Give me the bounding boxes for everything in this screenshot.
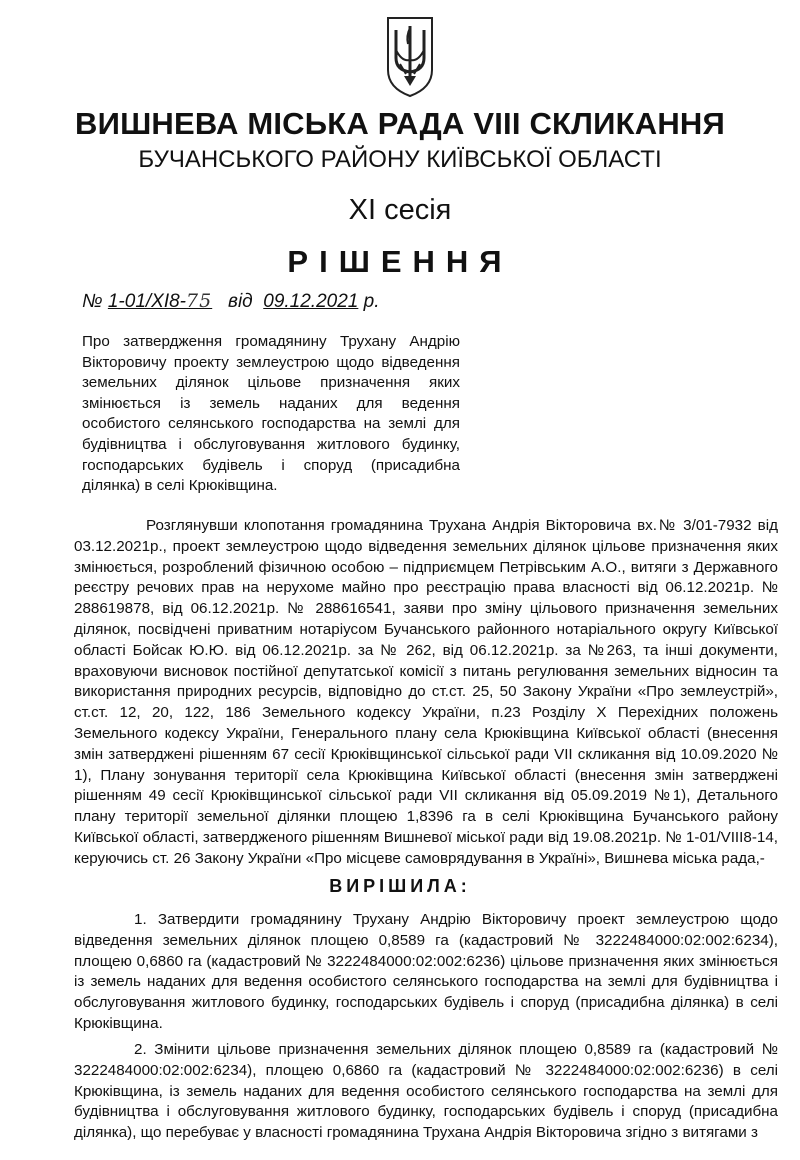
decision-item-2: 2. Змінити цільове призначення земельних ділянок площею 0,8589 га (кадастровий № 3222484000:02:002:6234), площею 0,6860 га (кадастровий № 3222484000:02:002:6236) в селі Крюківщина, із земель наданих для ведення особистого селянського господарства на землі для будівництва і обслуговування житлового будинку, господарських будівель і споруд (присадибна ділянка), що перебуває у власності громадянина Трухана Андрія Вікторовича згідно з витягами з (74, 1041, 778, 1142)
decision-subject: Про затвердження громадянину Трухану Андрію Вікторовичу проекту землеустрою щодо відведення земельних ділянок цільове призначення яких змінюється із земель наданих для ведення особистого селянського господарства на землі для будівництва і обслуговування житлового будинку, господарських будівель і споруд (присадибна ділянка) в селі Крюківщина. (82, 333, 460, 495)
decision-item-1: 1. Затвердити громадянину Трухану Андрію Вікторовичу проект землеустрою щодо відведення земельних ділянок площею 0,8589 га (кадастровий № 3222484000:02:002:6234), площею 0,6860 га (кадастровий № 3222484000:02:002:6236) цільове призначення яких змінюється із земель наданих для ведення особистого селянського господарства на землі для будівництва і обслуговування житлового будинку, господарських будівель і споруд (присадибна ділянка) в селі Крюківщина. (74, 911, 778, 1032)
decision-number-line (82, 290, 379, 313)
session-label: XI сесія (348, 194, 452, 226)
preamble-paragraph: Розглянувши клопотання громадянина Трухана Андрія Вікторовича вх.№ 3/01-7932 від 03.12.2021р., проект землеустрою щодо відведення земельних ділянок цільове призначення яких змінюється, розроблений фізичною особою – підприємцем Петрівським А.О., витяги з Державного реєстру речових прав на нерухоме майно про реєстрацію права власності від 06.12.2021р. № 288619878, від 06.12.2021р. № 288616541, заяви про зміну цільового призначення земельних ділянок, посвідчені приватним нотаріусом Бучанського районного нотаріального округу Київської області Бойсак Ю.Ю. від 06.12.2021р. за № 262, від 06.12.2021р. за №263, та інші документи, враховуючи висновок постійної депутатської комісії з питань регулювання земельних відносин та використання природних ресурсів, відповідно до ст.ст. 25, 50 Закону України «Про землеустрій», ст.ст. 12, 20, 122, 186 Земельного кодексу України, п.23 Розділу Х Перехідних положень Земельного кодексу України, Генерального плану села Крюківщина Київської області (внесення змін затверджені рішенням 67 сесії Крюківщинської сільської ради VII скликання від 10.09.2020 № 1), Плану зонування території села Крюківщина Київської області (внесення змін затверджені рішенням 49 сесії Крюківщинської сільської ради VII скликання від 05.09.2019 №1), Детального плану території земельної ділянки площею 1,8396 га в селі Крюківщина Бучанського району Київської області, затвердженого рішенням Вишневої міської ради від 19.08.2021р. № 1-01/VIII8-14, керуючись ст. 26 Закону України «Про місцеве самоврядування в Україні», Вишнева міська рада,- (74, 517, 778, 867)
council-title: ВИШНЕВА МІСЬКА РАДА VIII СКЛИКАННЯ (75, 106, 725, 141)
decision-number-printed: 1-01/XI8- (107, 291, 187, 312)
number-sign: № (82, 291, 103, 312)
from-word: від (228, 291, 253, 312)
council-subtitle: БУЧАНСЬКОГО РАЙОНУ КИЇВСЬКОЇ ОБЛАСТІ (138, 146, 662, 173)
document-type-heading: РІШЕННЯ (287, 244, 513, 279)
year-suffix: р. (363, 291, 380, 312)
decision-number-handwritten: 75 (186, 290, 213, 312)
decision-number (108, 291, 212, 312)
coat-of-arms-trident-icon (384, 14, 436, 98)
decided-heading: ВИРІШИЛА: (329, 876, 471, 896)
decision-date: 09.12.2021 (263, 291, 359, 312)
